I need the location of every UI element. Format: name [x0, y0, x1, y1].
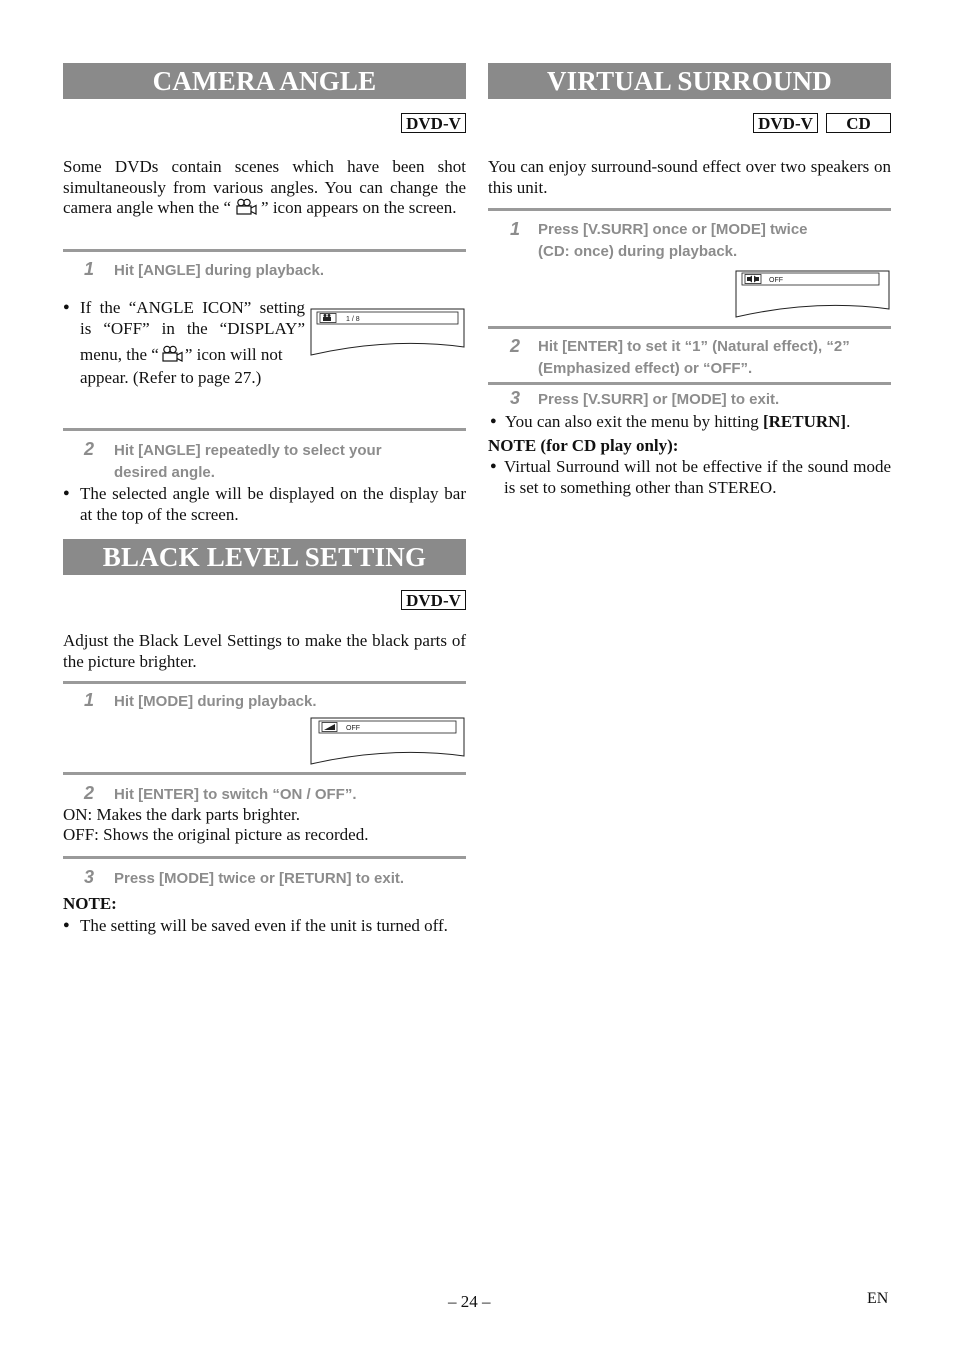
stereo-note-text: Virtual Surround will not be effective if the sound mode is set to something other than STEREO.: [504, 457, 891, 497]
bullet-dot: ●: [63, 301, 70, 313]
intro-text-end: ” icon appears on the screen.: [261, 198, 457, 218]
bullet-dot: ●: [490, 460, 497, 472]
divider: [63, 249, 466, 252]
step-1-text: Hit [ANGLE] during playback.: [114, 262, 325, 279]
dvd-v-badge: DVD-V: [401, 113, 466, 133]
angle-display-note-text: The selected angle will be displayed on the display bar at the top of the screen.: [80, 484, 466, 524]
return-key-label: [RETURN]: [762, 412, 847, 431]
step-3-number: 3: [84, 867, 95, 887]
note-line-3-end: ” icon will not: [184, 345, 283, 364]
bullet-dot: ●: [490, 415, 497, 427]
step-1-line-2: (CD: once) during playback.: [538, 243, 738, 260]
step-2-number: 2: [510, 336, 521, 356]
page-number: – 24 –: [448, 1292, 491, 1311]
cd-badge: CD: [826, 113, 891, 133]
step-1-number: 1: [84, 690, 95, 710]
off-description: OFF: Shows the original picture as recorded.: [63, 825, 369, 844]
note-line-2: is “OFF” in the “DISPLAY”: [80, 319, 305, 338]
black-level-intro: Adjust the Black Level Settings to make the black parts of the picture brighter.: [63, 631, 466, 671]
angle-osd-value: 1 / 8: [346, 316, 360, 323]
cd-note-label: NOTE (for CD play only):: [488, 436, 679, 455]
camera-angle-icon: [234, 198, 258, 221]
divider: [63, 772, 466, 775]
dvd-v-badge: DVD-V: [753, 113, 818, 133]
step-3-number: 3: [510, 388, 521, 408]
virtual-surround-heading: VIRTUAL SURROUND: [488, 63, 891, 99]
step-2-number: 2: [84, 439, 95, 459]
note-label: NOTE:: [63, 894, 117, 913]
on-description: ON: Makes the dark parts brighter.: [63, 805, 300, 824]
black-level-osd-value: OFF: [346, 725, 360, 732]
step-3-text: Press [V.SURR] or [MODE] to exit.: [538, 391, 780, 408]
step-1-line-1: Press [V.SURR] once or [MODE] twice: [538, 221, 808, 238]
step-2-text: Hit [ENTER] to switch “ON / OFF”.: [114, 786, 357, 803]
vsurr-osd-screen: [735, 269, 891, 319]
return-note-text: [505, 411, 891, 432]
stereo-note: [488, 456, 891, 498]
step-1-text: Hit [MODE] during playback.: [114, 693, 317, 710]
divider: [63, 428, 466, 431]
black-level-heading: BLACK LEVEL SETTING: [63, 539, 466, 575]
angle-display-note: [63, 483, 466, 525]
bullet-dot: ●: [63, 487, 70, 499]
dvd-v-badge: DVD-V: [401, 590, 466, 610]
step-1-number: 1: [510, 219, 521, 239]
return-note-start: You can also exit the menu by hitting: [505, 412, 763, 431]
return-note: [488, 411, 891, 432]
divider: [488, 208, 891, 211]
return-note-end: .: [846, 412, 851, 431]
save-note: [63, 915, 466, 936]
black-level-osd-screen: [310, 716, 466, 766]
note-line-4: appear. (Refer to page 27.): [80, 368, 262, 388]
divider: [63, 681, 466, 684]
bullet-dot: ●: [63, 919, 70, 931]
note-line-1: If the “ANGLE ICON” setting: [80, 298, 305, 317]
virtual-surround-intro: You can enjoy surround-sound effect over two speakers on this unit.: [488, 157, 891, 197]
note-line-3: [80, 344, 305, 367]
step-2-text: [114, 440, 382, 484]
step-2-line-1: Hit [ANGLE] repeatedly to select your: [114, 442, 382, 459]
divider: [488, 382, 891, 385]
angle-osd-screen: [310, 307, 466, 357]
step-1-number: 1: [84, 259, 95, 279]
divider: [488, 326, 891, 329]
step-2-text: [538, 336, 850, 380]
note-line-3-start: menu, the “: [80, 345, 159, 364]
camera-angle-icon: [160, 345, 184, 367]
step-1-text: [538, 219, 808, 263]
angle-icon-note: [63, 297, 305, 388]
step-2-line-2: (Emphasized effect) or “OFF”.: [538, 360, 753, 377]
step-2-line-2: desired angle.: [114, 464, 215, 481]
language-label: EN: [867, 1290, 889, 1307]
step-2-line-1: Hit [ENTER] to set it “1” (Natural effect), “2”: [538, 338, 850, 355]
step-2-number: 2: [84, 783, 95, 803]
camera-angle-intro: [63, 157, 466, 221]
intro-text-start: Some DVDs contain scenes which have been shot simultaneously from various angles. You can change the camera angle when the “: [63, 157, 466, 218]
vsurr-osd-value: OFF: [769, 277, 783, 284]
save-note-text: The setting will be saved even if the unit is turned off.: [80, 916, 448, 935]
camera-angle-heading: CAMERA ANGLE: [63, 63, 466, 99]
step-3-text: Press [MODE] twice or [RETURN] to exit.: [114, 870, 405, 887]
divider: [63, 856, 466, 859]
